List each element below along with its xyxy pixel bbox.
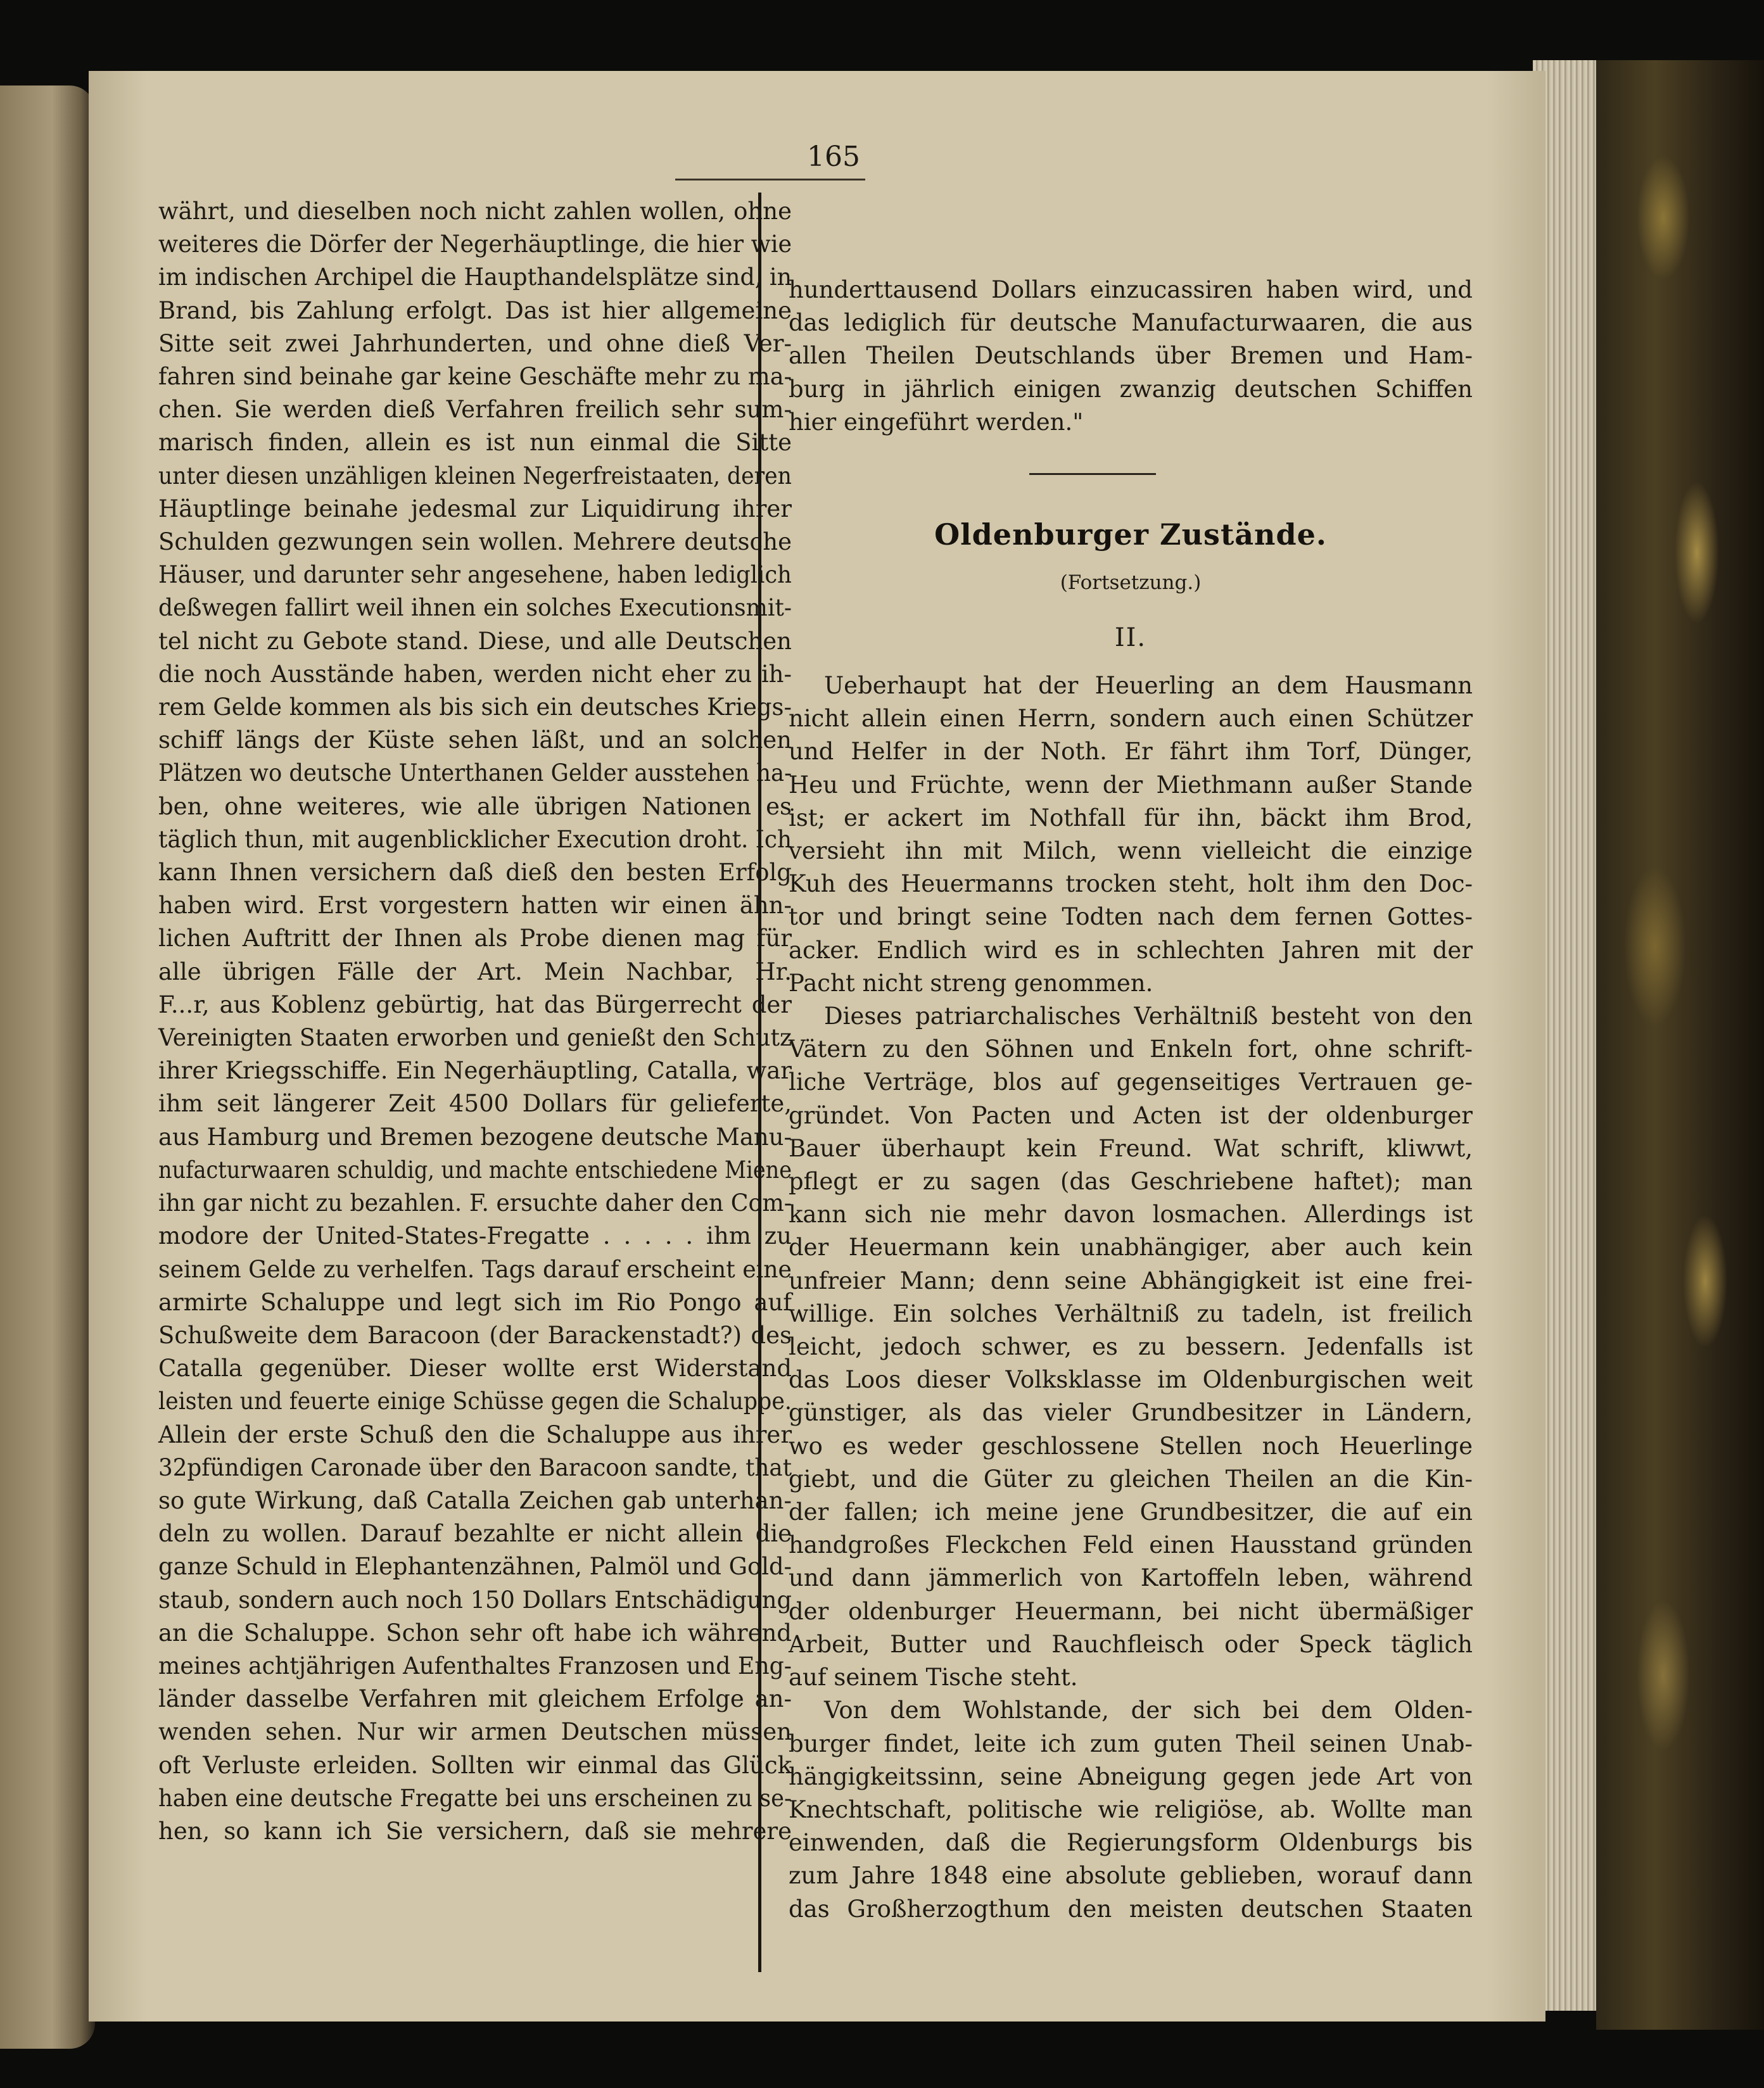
text-line: an die Schaluppe. Schon sehr oft habe ich während xyxy=(158,1619,792,1647)
text-line: haben eine deutsche Fregatte bei uns erscheinen zu se- xyxy=(158,1784,792,1812)
text-line: kann Ihnen versichern daß dieß den besten Erfolg xyxy=(158,859,792,887)
text-line: das Großherzogthum den meisten deutschen Staaten xyxy=(789,1895,1473,1923)
text-line: Brand, bis Zahlung erfolgt. Das ist hier allgemeine xyxy=(158,296,792,324)
left-column xyxy=(158,195,792,1848)
text-line: ihn gar nicht zu bezahlen. F. ersuchte daher den Com- xyxy=(158,1189,792,1217)
text-line: Allein der erste Schuß den die Schaluppe aus ihrer xyxy=(158,1420,792,1448)
text-line: willige. Ein solches Verhältniß zu tadeln, ist freilich xyxy=(789,1300,1473,1327)
text-line: meines achtjährigen Aufenthaltes Franzosen und Eng- xyxy=(158,1652,792,1680)
text-line: ihrer Kriegsschiffe. Ein Negerhäuptling, Catalla, war xyxy=(158,1057,792,1085)
text-line: zum Jahre 1848 eine absolute geblieben, worauf dann xyxy=(789,1862,1473,1890)
column-divider xyxy=(758,193,761,1972)
text-line: staub, sondern auch noch 150 Dollars Entschädigung xyxy=(158,1586,792,1614)
text-line: Kuh des Heuermanns trocken steht, holt ihm den Doc- xyxy=(789,870,1473,898)
text-line: auf seinem Tische steht. xyxy=(789,1664,1078,1692)
article-subtitle: (Fortsetzung.) xyxy=(1060,571,1202,594)
text-line: deln zu wollen. Darauf bezahlte er nicht allein die xyxy=(158,1520,792,1548)
text-line: Bauer überhaupt kein Freund. Wat schrift, kliwwt, xyxy=(789,1134,1473,1162)
right-column-continuation xyxy=(789,274,1473,439)
text-line: ganze Schuld in Elephantenzähnen, Palmöl und Gold- xyxy=(158,1553,792,1581)
text-line: der fallen; ich meine jene Grundbesitzer, die auf ein xyxy=(789,1498,1473,1526)
article-body xyxy=(789,669,1473,1926)
text-line: täglich thun, mit augenblicklicher Execution droht. Ich xyxy=(158,825,792,853)
text-line: das Loos dieser Volksklasse im Oldenburgischen weit xyxy=(789,1366,1473,1394)
text-line: nicht allein einen Herrn, sondern auch einen Schützer xyxy=(789,705,1473,733)
text-line: nufacturwaaren schuldig, und machte entschiedene Miene xyxy=(158,1156,792,1184)
text-line: Von dem Wohlstande, der sich bei dem Olden- xyxy=(824,1697,1473,1724)
text-line: und Helfer in der Noth. Er fährt ihm Torf, Dünger, xyxy=(789,738,1473,766)
text-line: aus Hamburg und Bremen bezogene deutsche Manu- xyxy=(158,1123,792,1151)
text-line: armirte Schaluppe und legt sich im Rio Pongo auf xyxy=(158,1288,792,1316)
book-page xyxy=(89,71,1545,2022)
text-line: kann sich nie mehr davon losmachen. Allerdings ist xyxy=(789,1201,1473,1229)
text-line: burger findet, leite ich zum guten Theil seinen Unab- xyxy=(789,1730,1473,1757)
text-line: marisch finden, allein es ist nun einmal die Sitte xyxy=(158,429,792,457)
text-line: Schußweite dem Baracoon (der Barackenstadt?) des xyxy=(158,1321,792,1349)
text-line: weiteres die Dörfer der Negerhäuptlinge, die hier wie xyxy=(158,231,792,258)
text-line: einwenden, daß die Regierungsform Oldenburgs bis xyxy=(789,1829,1473,1857)
text-line: haben wird. Erst vorgestern hatten wir einen ähn- xyxy=(158,892,792,920)
text-line: Vereinigten Staaten erworben und genießt den Schutz xyxy=(158,1024,792,1052)
article-part-number: II. xyxy=(1114,623,1147,652)
text-line: oft Verluste erleiden. Sollten wir einmal das Glück xyxy=(158,1751,792,1779)
previous-page-curl xyxy=(0,85,95,2049)
text-line: gründet. Von Pacten und Acten ist der oldenburger xyxy=(789,1101,1473,1129)
text-line: allen Theilen Deutschlands über Bremen und Ham- xyxy=(789,342,1473,370)
text-line: im indischen Archipel die Haupthandelsplätze sind, in xyxy=(158,263,792,291)
text-line: Schulden gezwungen sein wollen. Mehrere deutsche xyxy=(158,528,792,556)
text-line: fahren sind beinahe gar keine Geschäfte mehr zu ma- xyxy=(158,363,792,391)
text-line: günstiger, als das vieler Grundbesitzer in Ländern, xyxy=(789,1399,1473,1427)
text-line: Sitte seit zwei Jahrhunderten, und ohne dieß Ver- xyxy=(158,329,792,357)
text-line: chen. Sie werden dieß Verfahren freilich sehr sum- xyxy=(158,396,792,424)
text-line: währt, und dieselben noch nicht zahlen wollen, ohne xyxy=(158,198,792,225)
text-line: giebt, und die Güter zu gleichen Theilen an die Kin- xyxy=(789,1465,1473,1493)
text-line: seinem Gelde zu verhelfen. Tags darauf erscheint eine xyxy=(158,1255,792,1283)
text-line: ben, ohne weiteres, wie alle übrigen Nationen es xyxy=(158,792,792,820)
marbled-cover xyxy=(1596,60,1764,2030)
text-line: Vätern zu den Söhnen und Enkeln fort, ohne schrift- xyxy=(789,1035,1473,1063)
text-line: alle übrigen Fälle der Art. Mein Nachbar, Hr. xyxy=(158,958,792,985)
text-line: ihm seit längerer Zeit 4500 Dollars für gelieferte, xyxy=(158,1090,792,1118)
text-line: so gute Wirkung, daß Catalla Zeichen gab unterhan- xyxy=(158,1486,792,1514)
text-line: 32pfündigen Caronade über den Baracoon sandte, that xyxy=(158,1453,792,1481)
text-line: das lediglich für deutsche Manufacturwaaren, die aus xyxy=(789,309,1473,337)
text-line: unfreier Mann; denn seine Abhängigkeit ist eine frei- xyxy=(789,1267,1473,1294)
text-line: Ueberhaupt hat der Heuerling an dem Hausmann xyxy=(824,672,1473,699)
text-line: hunderttausend Dollars einzucassiren haben wird, und xyxy=(789,276,1473,303)
text-line: tor und bringt seine Todten nach dem fernen Gottes- xyxy=(789,903,1473,931)
text-line: der oldenburger Heuermann, bei nicht übermäßiger xyxy=(789,1597,1473,1625)
text-line: schiff längs der Küste sehen läßt, und an solchen xyxy=(158,726,792,754)
text-line: acker. Endlich wird es in schlechten Jahren mit der xyxy=(789,936,1473,964)
text-line: wenden sehen. Nur wir armen Deutschen müssen xyxy=(158,1718,792,1746)
text-line: der Heuermann kein unabhängiger, aber auch kein xyxy=(789,1234,1473,1262)
text-line: unter diesen unzähligen kleinen Negerfreistaaten, deren xyxy=(158,462,792,490)
text-line: leisten und feuerte einige Schüsse gegen die Schaluppe. xyxy=(158,1388,792,1415)
text-line: ist; er ackert im Nothfall für ihn, bäckt ihm Brod, xyxy=(789,804,1473,832)
text-line: Häuptlinge beinahe jedesmal zur Liquidirung ihrer xyxy=(158,495,792,522)
text-line: Catalla gegenüber. Dieser wollte erst Widerstand xyxy=(158,1355,792,1383)
text-line: Arbeit, Butter und Rauchfleisch oder Speck täglich xyxy=(789,1630,1473,1658)
text-line: rem Gelde kommen als bis sich ein deutsches Kriegs- xyxy=(158,693,792,721)
text-line: Plätzen wo deutsche Unterthanen Gelder ausstehen ha- xyxy=(158,759,792,787)
text-line: hängigkeitssinn, seine Abneigung gegen jede Art von xyxy=(789,1762,1473,1790)
text-line: lichen Auftritt der Ihnen als Probe dienen mag für xyxy=(158,925,792,952)
text-line: tel nicht zu Gebote stand. Diese, und alle Deutschen xyxy=(158,627,792,655)
article-title: Oldenburger Zustände. xyxy=(934,517,1327,552)
text-line: hen, so kann ich Sie versichern, daß sie mehrere xyxy=(158,1817,792,1845)
page-number: 165 xyxy=(807,141,860,173)
header-rule xyxy=(675,179,865,180)
section-rule xyxy=(1029,473,1156,475)
text-line: wo es weder geschlossene Stellen noch Heuerlinge xyxy=(789,1432,1473,1460)
text-line: und dann jämmerlich von Kartoffeln leben, während xyxy=(789,1564,1473,1592)
text-line: liche Verträge, blos auf gegenseitiges Vertrauen ge- xyxy=(789,1068,1473,1096)
text-line: F...r, aus Koblenz gebürtig, hat das Bürgerrecht der xyxy=(158,990,792,1018)
text-line: Dieses patriarchalisches Verhältniß besteht von den xyxy=(824,1003,1473,1030)
text-line: Heu und Früchte, wenn der Miethmann außer Stande xyxy=(789,771,1473,799)
text-line: versieht ihn mit Milch, wenn vielleicht die einzige xyxy=(789,837,1473,865)
text-line: burg in jährlich einigen zwanzig deutschen Schiffen xyxy=(789,375,1473,403)
text-line: hier eingeführt werden." xyxy=(789,408,1084,436)
text-line: leicht, jedoch schwer, es zu bessern. Jedenfalls ist xyxy=(789,1333,1473,1361)
text-line: die noch Ausstände haben, werden nicht eher zu ih- xyxy=(158,660,792,688)
text-line: pflegt er zu sagen (das Geschriebene haftet); man xyxy=(789,1168,1473,1196)
text-line: modore der United-States-Fregatte . . . . . ihm zu xyxy=(158,1222,792,1250)
text-line: Pacht nicht streng genommen. xyxy=(789,969,1153,997)
text-line: länder dasselbe Verfahren mit gleichem Erfolge an- xyxy=(158,1685,792,1713)
text-line: Knechtschaft, politische wie religiöse, ab. Wollte man xyxy=(789,1795,1473,1823)
text-line: handgroßes Fleckchen Feld einen Hausstand gründen xyxy=(789,1531,1473,1559)
text-line: deßwegen fallirt weil ihnen ein solches Executionsmit- xyxy=(158,594,792,622)
text-line: Häuser, und darunter sehr angesehene, haben lediglich xyxy=(158,561,792,589)
